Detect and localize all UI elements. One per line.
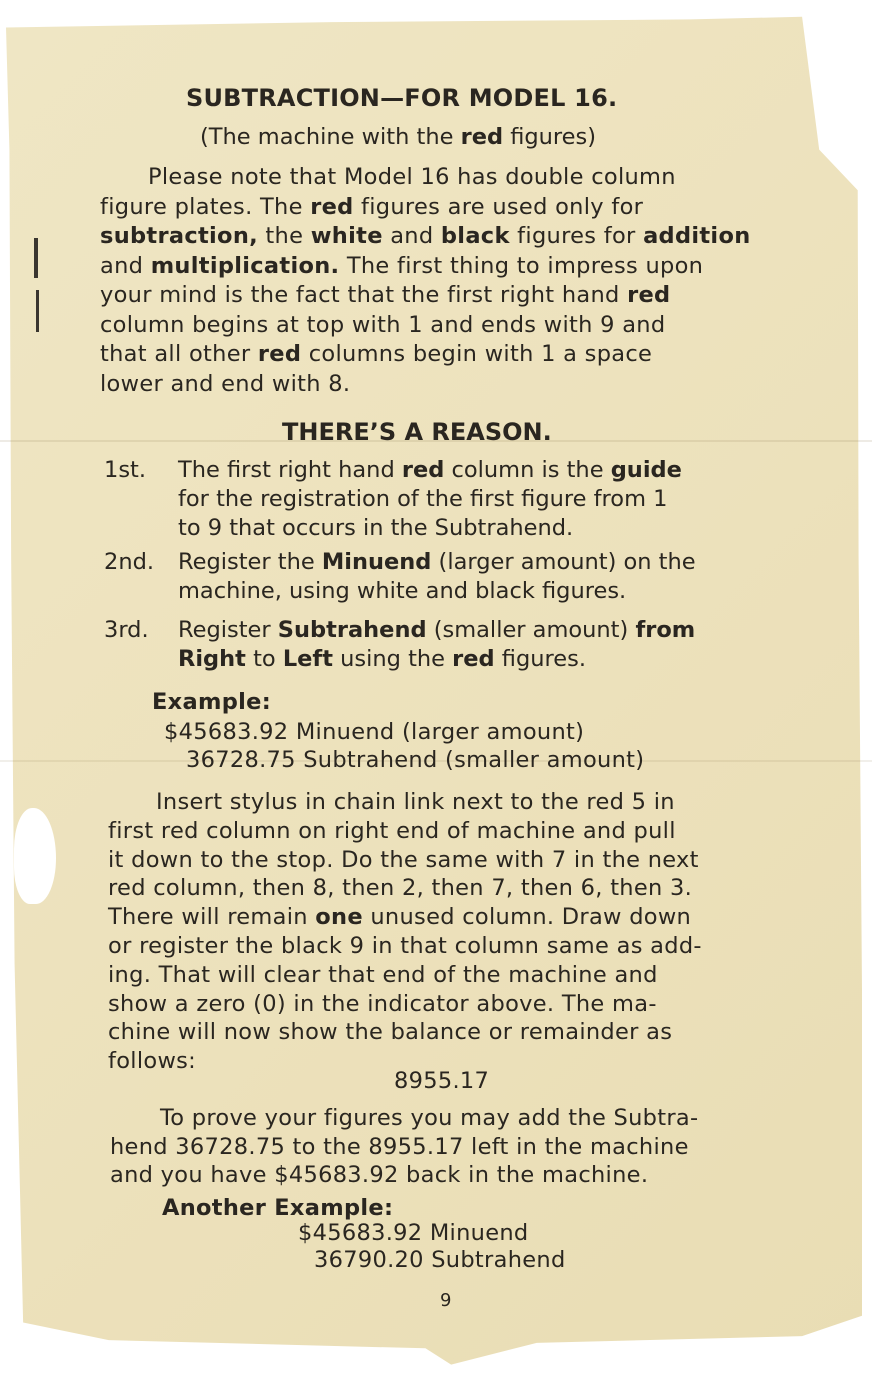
text-run: figures for — [509, 223, 644, 249]
text-line — [108, 903, 784, 932]
text-run: unused column. Draw down — [362, 904, 692, 931]
example-label: Example: — [152, 689, 271, 715]
bold-term: red — [257, 341, 302, 367]
ink-mark — [34, 238, 38, 278]
bold-term: black — [440, 223, 510, 249]
text-run: lower and end with 8. — [100, 370, 351, 397]
text-run: that all other — [100, 341, 258, 367]
bold-term: Subtrahend — [277, 617, 427, 643]
text-run: The first thing to impress upon — [339, 252, 704, 279]
text-line — [100, 311, 776, 341]
bold-term: from — [635, 617, 696, 643]
text-run: follows: — [108, 1048, 197, 1075]
bold-term: guide — [610, 457, 682, 483]
text-line — [100, 222, 776, 252]
subheading-text: figures) — [503, 124, 597, 150]
text-line — [108, 846, 784, 875]
text-line — [100, 252, 776, 282]
ink-mark — [36, 290, 39, 332]
text-run: to — [245, 646, 283, 672]
subheading-text: (The machine with the — [200, 124, 461, 150]
text-run: Register — [178, 617, 278, 643]
text-run: chine will now show the balance or remainder as — [108, 1019, 673, 1046]
intro-paragraph — [100, 163, 776, 399]
example-minuend: $45683.92 Minuend (larger amount) — [164, 719, 585, 745]
text-run: The first right hand — [178, 457, 402, 483]
text-run: Please note that Model 16 has double column — [148, 164, 676, 190]
text-run: To prove your figures you may add the Subtra- — [160, 1105, 699, 1131]
step-body — [178, 456, 784, 543]
text-run: or register the black 9 in that column same as add- — [108, 932, 702, 959]
text-run: Insert stylus in chain link next to the red 5 in — [156, 789, 675, 815]
text-run: your mind is the fact that the first right hand — [100, 282, 628, 308]
text-run: figures are used only for — [353, 193, 644, 220]
bold-term: Minuend — [321, 549, 432, 575]
text-line — [108, 961, 784, 990]
prove-paragraph — [110, 1104, 786, 1190]
text-run: for the registration of the first figure from 1 — [178, 486, 668, 512]
text-line — [178, 616, 784, 645]
text-run: the — [257, 223, 311, 249]
bold-term: subtraction, — [100, 223, 258, 249]
instructions-paragraph — [108, 788, 784, 1076]
text-run: Register the — [178, 549, 322, 575]
step-item — [104, 456, 784, 543]
bold-term: red — [627, 282, 671, 308]
text-run: (larger amount) on the — [431, 549, 696, 575]
text-run: it down to the stop. Do the same with 7 in the next — [108, 846, 699, 873]
text-run: figures. — [494, 646, 586, 672]
page-heading: SUBTRACTION—FOR MODEL 16. — [186, 84, 618, 112]
bold-term: addition — [643, 223, 751, 249]
step-item — [104, 616, 784, 674]
text-run: and you have $45683.92 back in the machine. — [110, 1162, 649, 1188]
bold-term: Right — [178, 646, 246, 672]
text-run: to 9 that occurs in the Subtrahend. — [178, 515, 574, 541]
result-value: 8955.17 — [394, 1068, 490, 1094]
page-number: 9 — [440, 1290, 452, 1311]
bold-term: red — [310, 193, 354, 220]
text-run: and — [100, 252, 151, 279]
text-run: hend 36728.75 to the 8955.17 left in the machine — [110, 1133, 689, 1160]
another-example-minuend: $45683.92 Minuend — [298, 1220, 529, 1246]
text-line — [108, 932, 784, 961]
step-body — [178, 616, 784, 674]
bold-term: red — [401, 457, 445, 483]
step-number: 2nd. — [104, 549, 155, 575]
text-run: column is the — [444, 457, 611, 483]
text-run: column begins at top with 1 and ends with 9 and — [100, 311, 666, 338]
text-line — [100, 370, 776, 400]
text-run: and — [382, 223, 441, 249]
another-example-label: Another Example: — [162, 1195, 394, 1221]
text-line — [108, 1018, 784, 1047]
text-run: ing. That will clear that end of the machine and — [108, 961, 658, 988]
step-body — [178, 548, 784, 606]
section-heading: THERE’S A REASON. — [282, 418, 552, 446]
bold-term: multiplication. — [150, 252, 340, 279]
bold-term: one — [315, 904, 363, 931]
bold-term: Left — [282, 646, 333, 672]
text-line — [100, 340, 776, 370]
text-line — [110, 1161, 786, 1190]
subheading-bold: red — [460, 124, 504, 150]
text-line — [108, 990, 784, 1019]
text-line — [108, 817, 784, 846]
example-subtrahend: 36728.75 Subtrahend (smaller amount) — [186, 747, 645, 773]
text-run: columns begin with 1 a space — [301, 341, 653, 367]
text-line — [100, 163, 776, 193]
step-number: 1st. — [104, 457, 147, 483]
step-item — [104, 548, 784, 606]
text-line — [178, 645, 784, 674]
text-line — [178, 514, 784, 543]
page-subheading — [200, 124, 596, 150]
text-line — [178, 485, 784, 514]
text-run: using the — [332, 646, 453, 672]
text-run: figure plates. The — [100, 193, 311, 220]
step-number: 3rd. — [104, 617, 149, 643]
text-run: There will remain — [108, 904, 316, 931]
text-line — [108, 788, 784, 817]
text-line — [100, 281, 776, 311]
torn-hole — [14, 808, 56, 904]
text-line — [100, 193, 776, 223]
text-run: show a zero (0) in the indicator above. The ma- — [108, 990, 657, 1017]
text-run: (smaller amount) — [426, 617, 636, 643]
another-example-subtrahend: 36790.20 Subtrahend — [314, 1247, 566, 1273]
text-line — [108, 874, 784, 903]
text-run: machine, using white and black figures. — [178, 578, 627, 604]
bold-term: white — [310, 223, 383, 249]
text-line — [110, 1104, 786, 1133]
text-line — [178, 577, 784, 606]
text-line — [110, 1133, 786, 1162]
text-line — [178, 548, 784, 577]
bold-term: red — [452, 646, 495, 672]
text-line — [178, 456, 784, 485]
text-run: red column, then 8, then 2, then 7, then 6, then 3. — [108, 875, 693, 902]
text-run: first red column on right end of machine and pull — [108, 817, 676, 844]
